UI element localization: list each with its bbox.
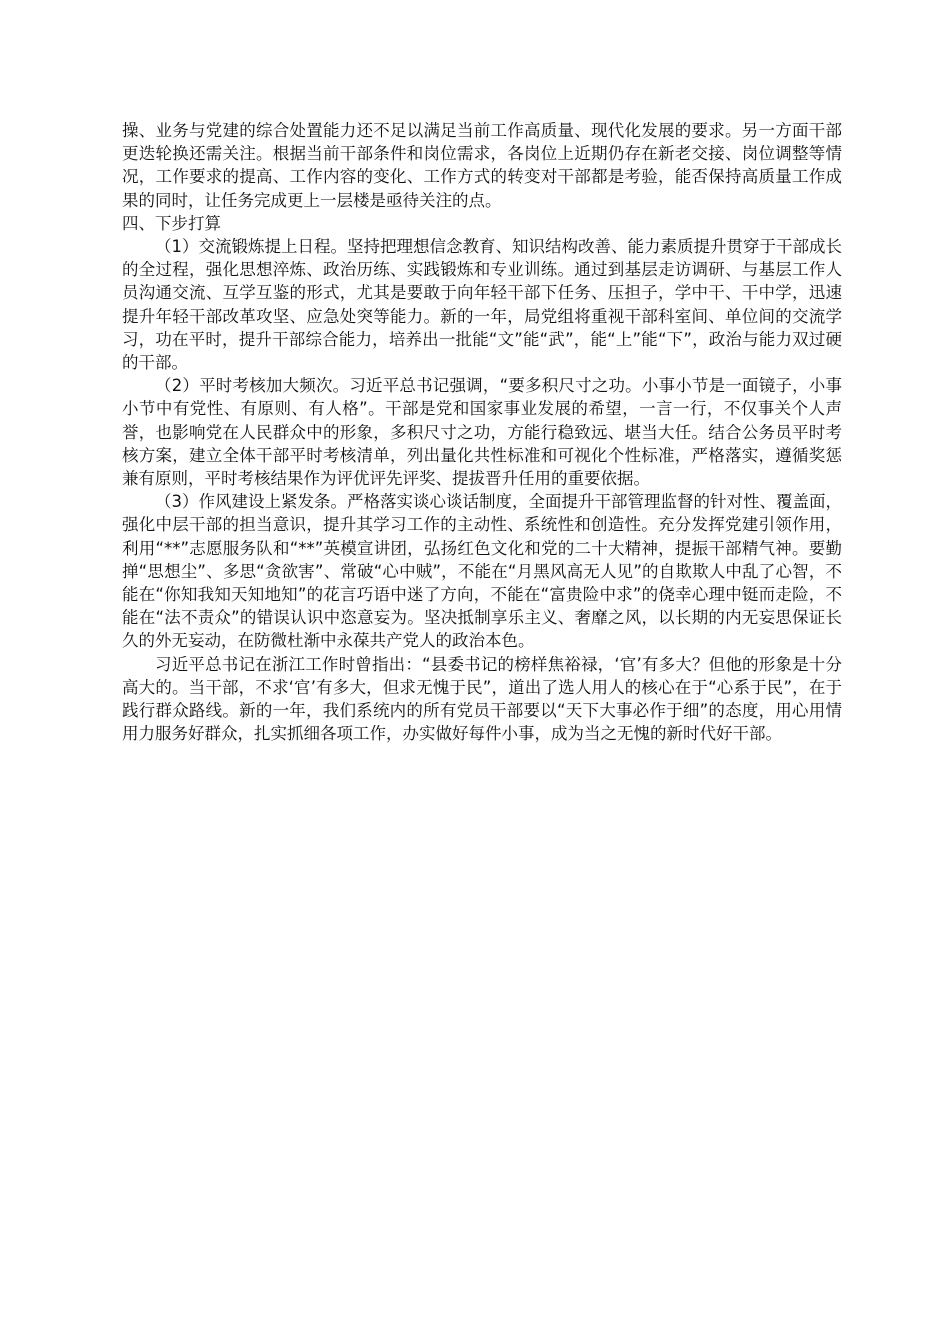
paragraph-continuation: 操、业务与党建的综合处置能力还不足以满足当前工作高质量、现代化发展的要求。另一方面干部更迭轮换还需关注。根据当前干部条件和岗位需求，各岗位上近期仍存在新老交接、岗位调整等情况，工作要求的提高、工作内容的变化、工作方式的转变对干部都是考验，能否保持高质量工作成果的同时，让任务完成更上一层楼是亟待关注的点。	[122, 121, 842, 210]
paragraph-item-1: （1）交流锻炼提上日程。坚持把理想信念教育、知识结构改善、能力素质提升贯穿于干部成长的全过程，强化思想淬炼、政治历练、实践锻炼和专业训练。通过到基层走访调研、与基层工作人员沟通交流、互学互鉴的形式，尤其是要敢于向年轻干部下任务、压担子，学中干、干中学，迅速提升年轻干部改革攻坚、应急处突等能力。新的一年，局党组将重视干部科室间、单位间的交流学习，功在平时，提升干部综合能力，培养出一批能“文”能“武”，能“上”能“下”，政治与能力双过硬的干部。	[122, 237, 842, 373]
section-heading-next-steps: 四、下步打算	[122, 213, 221, 233]
document-body	[122, 119, 842, 745]
paragraph-item-3: （3）作风建设上紧发条。严格落实谈心谈话制度，全面提升干部管理监督的针对性、覆盖面，强化中层干部的担当意识，提升其学习工作的主动性、系统性和创造性。充分发挥党建引领作用，利用“**”志愿服务队和“**”英模宣讲团，弘扬红色文化和党的二十大精神，提振干部精气神。要勤掸“思想尘”、多思“贪欲害”、常破“心中贼”，不能在“月黑风高无人见”的自欺欺人中乱了心智，不能在“你知我知天知地知”的花言巧语中迷了方向，不能在“富贵险中求”的侥幸心理中铤而走险，不能在“法不责众”的错误认识中恣意妄为。坚决抵制享乐主义、奢靡之风，以长期的内无妄思保证长久的外无妄动，在防微杜渐中永葆共产党人的政治本色。	[122, 492, 842, 651]
paragraph-item-2: （2）平时考核加大频次。习近平总书记强调，“要多积尺寸之功。小事小节是一面镜子，小事小节中有党性、有原则、有人格”。干部是党和国家事业发展的希望，一言一行，不仅事关个人声誉，也影响党在人民群众中的形象，多积尺寸之功，方能行稳致远、堪当大任。结合公务员平时考核方案，建立全体干部平时考核清单，列出量化共性标准和可视化个性标准，严格落实，遵循奖惩兼有原则，平时考核结果作为评优评先评奖、提拔晋升任用的重要依据。	[122, 376, 842, 489]
paragraph-closing: 习近平总书记在浙江工作时曾指出：“县委书记的榜样焦裕禄，‘官’有多大？但他的形象是十分高大的。当干部，不求‘官’有多大，但求无愧于民”，道出了选人用人的核心在于“心系于民”，在于践行群众路线。新的一年，我们系统内的所有党员干部要以“天下大事必作于细”的态度，用心用情用力服务好群众，扎实抓细各项工作，办实做好每件小事，成为当之无愧的新时代好干部。	[122, 654, 842, 744]
